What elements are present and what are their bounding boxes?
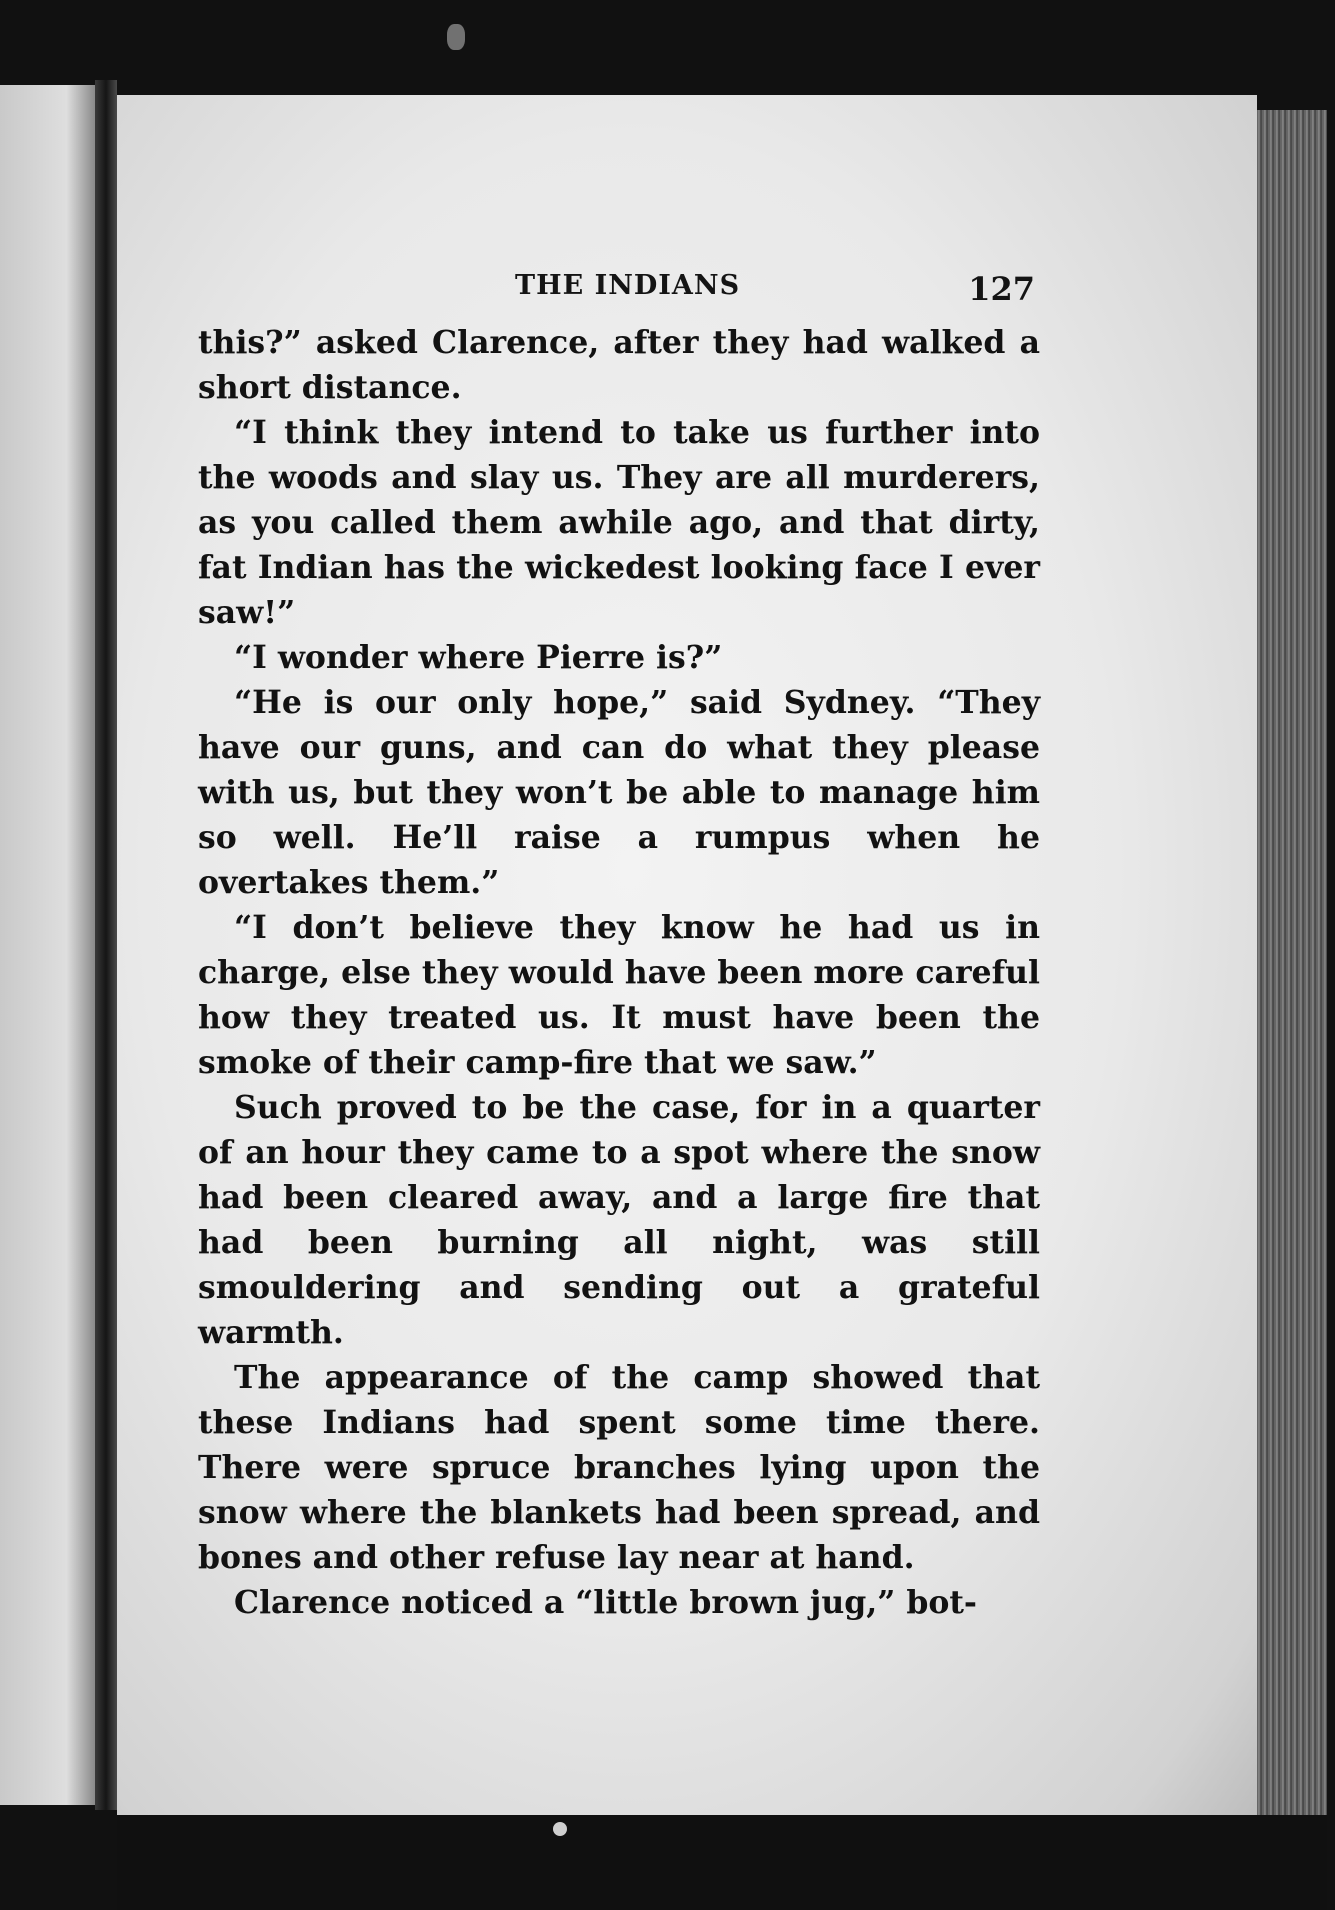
paragraph: “I don’t believe they know he had us in charge, else they would have been more careful how they treated us. It must have been the smoke of their camp-fire that we saw.” [198, 909, 1040, 1081]
paragraph: “He is our only hope,” said Sydney. “They have our guns, and can do what they please with us, but they won’t be able to manage him so well. He’ll raise a rumpus when he overtakes them.” [198, 684, 1040, 901]
paragraph: The appearance of the camp showed that these Indians had spent some time there. There were spruce branches lying upon the snow where the blankets had been spread, and bones and other refuse lay near at hand. [198, 1359, 1040, 1576]
paragraph: Clarence noticed a “little brown jug,” bot- [234, 1584, 977, 1621]
left-page-edge [0, 85, 95, 1805]
paragraph: Such proved to be the case, for in a quarter of an hour they came to a spot where the snow had been cleared away, and a large fire that had been burning all night, was still smouldering and sending out a grateful warmth. [198, 1089, 1040, 1351]
paragraph: “I think they intend to take us further into the woods and slay us. They are all murderers, as you called them awhile ago, and that dirty, fat Indian has the wickedest looking face I ever saw!” [198, 414, 1040, 631]
dust-speck [447, 24, 465, 50]
binding-mark [553, 1822, 567, 1836]
page-number: 127 [968, 270, 1035, 308]
bottom-shadow [117, 1815, 1327, 1910]
page-header [195, 262, 1045, 312]
running-head: THE INDIANS [515, 270, 741, 301]
page-edges [1257, 110, 1327, 1830]
paragraph: “I wonder where Pierre is?” [234, 639, 723, 676]
book-gutter [95, 80, 117, 1810]
paragraph: this?” asked Clarence, after they had walked a short distance. [198, 324, 1040, 406]
body-text [198, 320, 1040, 1625]
